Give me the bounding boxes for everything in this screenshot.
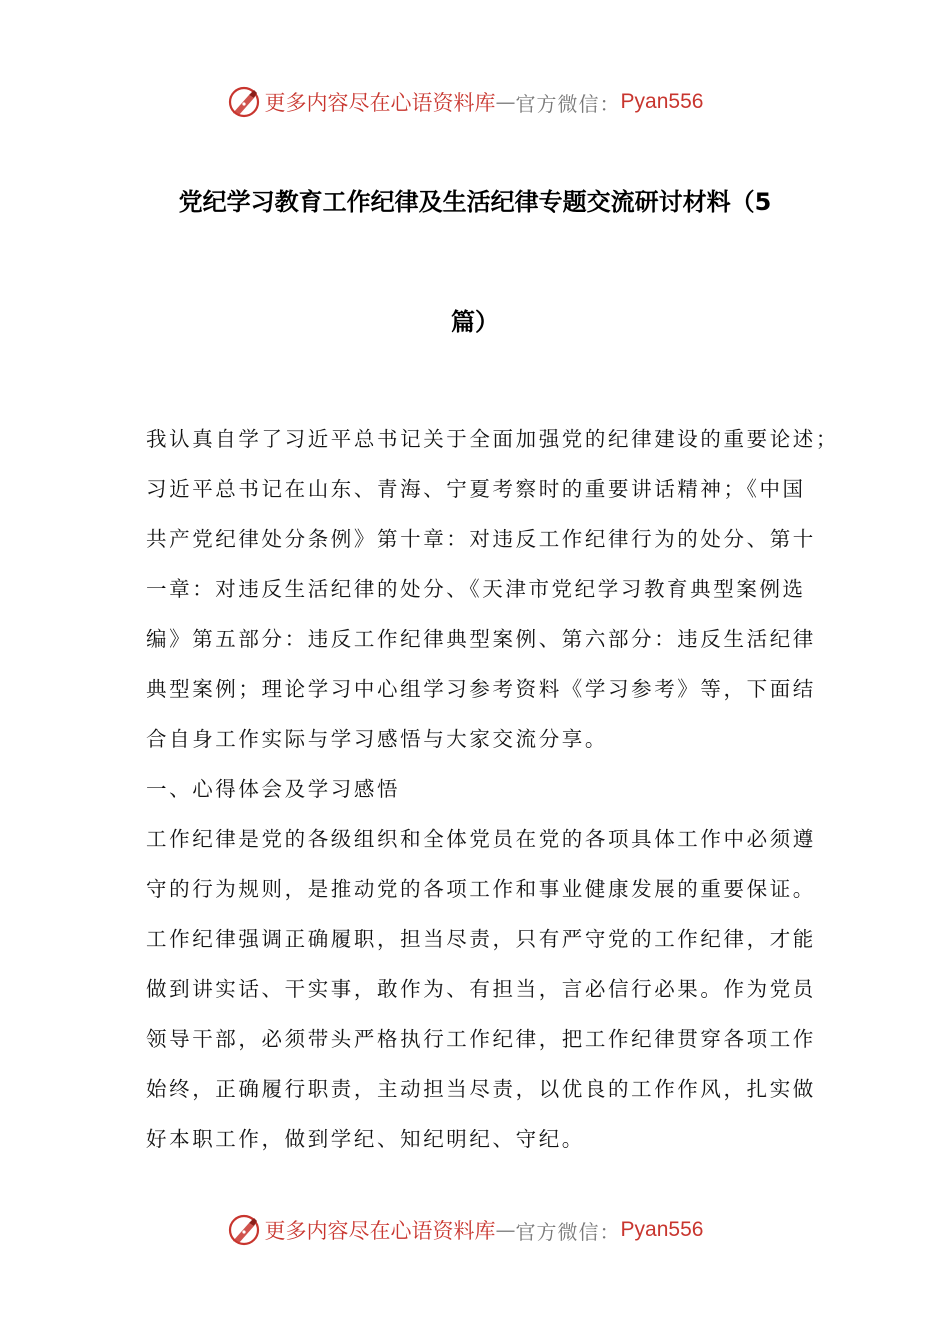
body-line: 共产党纪律处分条例》第十章：对违反工作纪律行为的处分、第十 <box>146 527 816 551</box>
pen-nib-logo-icon <box>227 85 261 119</box>
header-watermark <box>0 82 950 122</box>
watermark-label: 官方微信： <box>515 1219 621 1244</box>
body-line: 工作纪律强调正确履职，担当尽责，只有严守党的工作纪律，才能 <box>146 927 816 951</box>
watermark-dash: — <box>495 90 516 114</box>
body-line: 一章：对违反生活纪律的处分、《天津市党纪学习教育典型案例选 <box>146 577 806 601</box>
watermark-dash: — <box>495 1218 516 1242</box>
document-title-line-2: 篇） <box>451 308 499 336</box>
body-line: 习近平总书记在山东、青海、宁夏考察时的重要讲话精神；《中国 <box>146 477 806 501</box>
body-line: 做到讲实话、干实事，敢作为、有担当，言必信行必果。作为党员 <box>146 977 816 1001</box>
section-heading: 一、心得体会及学习感悟 <box>146 777 401 801</box>
body-line: 始终，正确履行职责，主动担当尽责，以优良的工作作风，扎实做 <box>146 1077 816 1101</box>
document-title-line-1: 党纪学习教育工作纪律及生活纪律专题交流研讨材料（5 <box>178 188 772 216</box>
body-line: 守的行为规则，是推动党的各项工作和事业健康发展的重要保证。 <box>146 877 816 901</box>
watermark-wechat-id: Pyan556 <box>620 90 704 113</box>
document-body <box>146 414 839 1164</box>
watermark-brand-text: 更多内容尽在心语资料库 <box>264 1219 496 1243</box>
body-line: 典型案例；理论学习中心组学习参考资料《学习参考》等，下面结 <box>146 677 816 701</box>
footer-watermark <box>0 1210 950 1250</box>
pen-nib-logo-icon <box>227 1213 261 1247</box>
body-line: 好本职工作，做到学纪、知纪明纪、守纪。 <box>146 1127 585 1151</box>
body-line: 编》第五部分：违反工作纪律典型案例、第六部分：违反生活纪律 <box>146 627 816 651</box>
watermark-label: 官方微信： <box>515 91 621 116</box>
body-line: 我认真自学了习近平总书记关于全面加强党的纪律建设的重要论述； <box>146 427 839 451</box>
watermark-wechat-id: Pyan556 <box>620 1218 704 1241</box>
watermark-brand-text: 更多内容尽在心语资料库 <box>264 91 496 115</box>
body-line: 工作纪律是党的各级组织和全体党员在党的各项具体工作中必须遵 <box>146 827 816 851</box>
body-line: 领导干部，必须带头严格执行工作纪律，把工作纪律贯穿各项工作 <box>146 1027 816 1051</box>
body-line: 合自身工作实际与学习感悟与大家交流分享。 <box>146 727 608 751</box>
